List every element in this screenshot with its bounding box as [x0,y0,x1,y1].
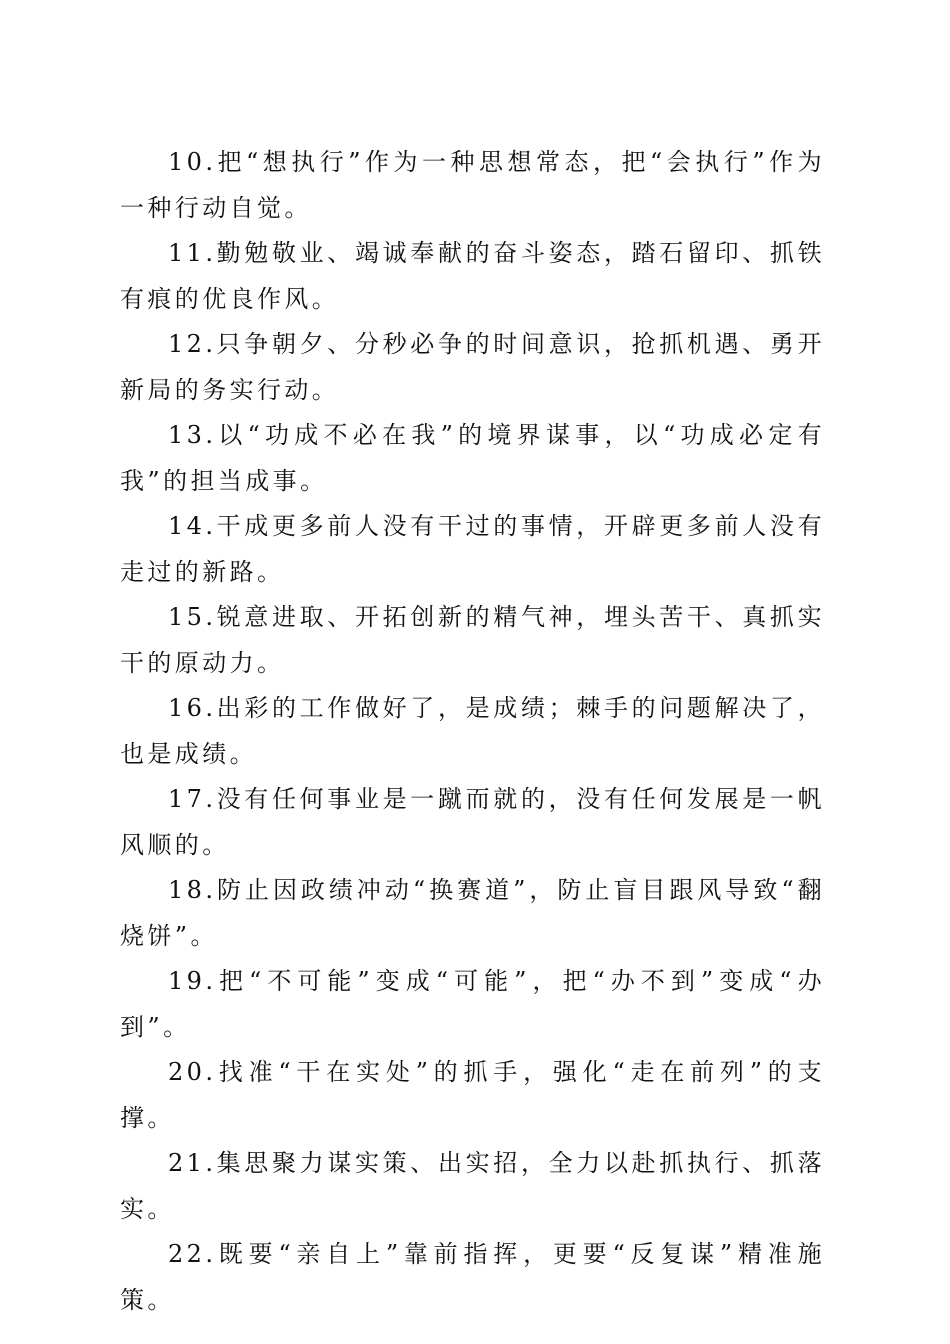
paragraph-10: 10.把“想执行”作为一种思想常态，把“会执行”作为一种行动自觉。 [120,148,825,222]
paragraph-17: 17.没有任何事业是一蹴而就的，没有任何发展是一帆风顺的。 [120,785,825,859]
paragraph-20: 20.找准“干在实处”的抓手，强化“走在前列”的支撑。 [120,1058,825,1132]
paragraph-13: 13.以“功成不必在我”的境界谋事，以“功成必定有我”的担当成事。 [120,421,825,495]
paragraph-12: 12.只争朝夕、分秒必争的时间意识，抢抓机遇、勇开新局的务实行动。 [120,330,825,404]
paragraph-14: 14.干成更多前人没有干过的事情，开辟更多前人没有走过的新路。 [120,512,825,586]
paragraph-18: 18.防止因政绩冲动“换赛道”，防止盲目跟风导致“翻烧饼”。 [120,876,825,950]
paragraph-22: 22.既要“亲自上”靠前指挥，更要“反复谋”精准施策。 [120,1240,825,1314]
paragraph-15: 15.锐意进取、开拓创新的精气神，埋头苦干、真抓实干的原动力。 [120,603,825,677]
paragraph-21: 21.集思聚力谋实策、出实招，全力以赴抓执行、抓落实。 [120,1149,825,1223]
paragraph-19: 19.把“不可能”变成“可能”，把“办不到”变成“办到”。 [120,967,825,1041]
paragraph-16: 16.出彩的工作做好了，是成绩；棘手的问题解决了，也是成绩。 [120,694,825,768]
document-body [120,140,825,1323]
paragraph-11: 11.勤勉敬业、竭诚奉献的奋斗姿态，踏石留印、抓铁有痕的优良作风。 [120,239,825,313]
